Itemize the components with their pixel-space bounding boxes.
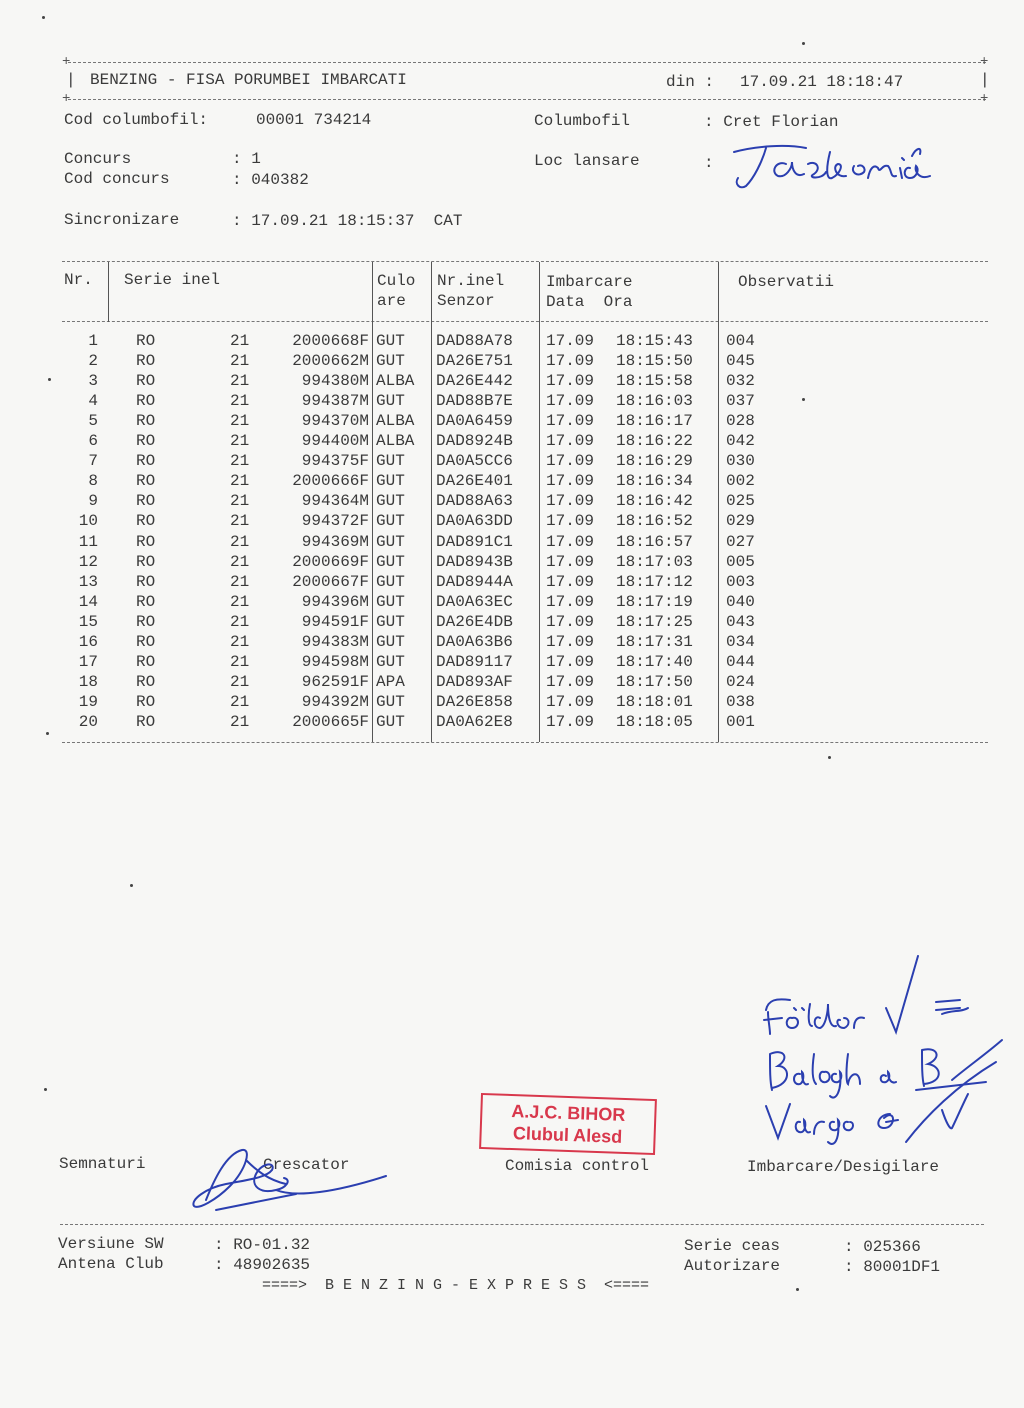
- table-row: [0, 532, 1024, 552]
- cell-senzor: DAD88A63: [436, 492, 513, 511]
- cell-data: 17.09: [546, 432, 595, 451]
- cell-an: 21: [230, 672, 250, 691]
- cell-data: 17.09: [546, 452, 595, 471]
- table-row: [0, 391, 1024, 411]
- cell-obs: 003: [726, 572, 755, 591]
- table-header-rule: [62, 321, 988, 322]
- cell-inel: 994400M: [301, 432, 369, 451]
- table-row: [0, 672, 1024, 692]
- cell-obs: 032: [726, 372, 755, 391]
- scan-speck: [46, 732, 49, 735]
- cell-data: 17.09: [546, 672, 595, 691]
- cell-inel: 994364M: [301, 492, 369, 511]
- cell-data: 17.09: [546, 472, 595, 491]
- cell-senzor: DA0A62E8: [436, 712, 513, 731]
- th-nrinel-1: Nr.inel: [437, 272, 505, 290]
- table-top-rule: [62, 261, 988, 262]
- cell-tara: RO: [136, 412, 156, 431]
- antena-label: Antena Club: [58, 1255, 164, 1273]
- cell-tara: RO: [136, 692, 156, 711]
- columbofil-value: : Cret Florian: [704, 113, 839, 131]
- cell-tara: RO: [136, 332, 156, 350]
- crescator-label: Crescator: [263, 1156, 350, 1174]
- cell-tara: RO: [136, 592, 156, 611]
- cell-inel: 2000667F: [292, 572, 369, 591]
- cell-senzor: DA26E858: [436, 692, 513, 711]
- autorizare-value: : 80001DF1: [844, 1258, 941, 1276]
- cell-data: 17.09: [546, 692, 595, 711]
- table-row: [0, 592, 1024, 612]
- table-row: [0, 331, 1024, 351]
- cell-tara: RO: [136, 572, 156, 591]
- cell-tara: RO: [136, 352, 156, 371]
- sincronizare-label: Sincronizare: [64, 211, 180, 229]
- columbofil-label: Columbofil: [534, 112, 631, 130]
- cell-nr: 7: [88, 452, 98, 471]
- comisia-control-label: Comisia control: [505, 1157, 650, 1175]
- cell-ora: 18:17:50: [616, 672, 693, 691]
- table-row: [0, 572, 1024, 592]
- cell-obs: 028: [726, 412, 755, 431]
- cell-nr: 14: [78, 592, 98, 611]
- header-title: BENZING - FISA PORUMBEI IMBARCATI: [90, 71, 407, 89]
- cell-tara: RO: [136, 512, 156, 531]
- cod-concurs-value: : 040382: [232, 171, 309, 189]
- scan-speck: [802, 398, 805, 401]
- cod-concurs-label: Cod concurs: [64, 170, 170, 188]
- cell-senzor: DA26E4DB: [436, 612, 513, 631]
- cell-culoare: GUT: [376, 592, 405, 611]
- table-row: [0, 692, 1024, 712]
- cell-data: 17.09: [546, 592, 595, 611]
- header-corner: +: [980, 91, 989, 107]
- concurs-label: Concurs: [64, 150, 132, 168]
- table-bottom-rule: [62, 742, 988, 743]
- cell-an: 21: [230, 412, 250, 431]
- cell-obs: 001: [726, 712, 755, 731]
- cod-columbofil-value: 00001 734214: [256, 111, 372, 129]
- header-corner: +: [62, 91, 71, 107]
- cell-an: 21: [230, 712, 250, 731]
- cell-culoare: GUT: [376, 492, 405, 511]
- header-corner: +: [980, 54, 989, 70]
- cell-ora: 18:15:43: [616, 332, 693, 350]
- antena-value: : 48902635: [214, 1256, 311, 1274]
- cell-obs: 043: [726, 612, 755, 631]
- table-row: [0, 471, 1024, 491]
- cell-culoare: GUT: [376, 552, 405, 571]
- cell-data: 17.09: [546, 332, 595, 350]
- cell-obs: 027: [726, 532, 755, 551]
- table-row: [0, 552, 1024, 572]
- th-serie-inel: Serie inel: [124, 271, 221, 289]
- cell-culoare: GUT: [376, 692, 405, 711]
- cell-culoare: GUT: [376, 352, 405, 371]
- cell-nr: 4: [88, 392, 98, 411]
- cell-inel: 994372F: [301, 512, 369, 531]
- cell-ora: 18:15:58: [616, 372, 693, 391]
- cell-senzor: DA0A63B6: [436, 632, 513, 651]
- cell-data: 17.09: [546, 532, 595, 551]
- cell-obs: 040: [726, 592, 755, 611]
- cell-inel: 2000662M: [292, 352, 369, 371]
- loc-lansare-sep: :: [704, 154, 714, 172]
- cell-nr: 1: [88, 332, 98, 350]
- th-imbarcare-2: Data Ora: [546, 293, 633, 311]
- cell-obs: 004: [726, 332, 755, 350]
- cell-obs: 042: [726, 432, 755, 451]
- table-row: [0, 451, 1024, 471]
- serie-ceas-value: : 025366: [844, 1238, 921, 1256]
- cell-data: 17.09: [546, 652, 595, 671]
- cell-an: 21: [230, 372, 250, 391]
- cell-nr: 13: [78, 572, 98, 591]
- scan-speck: [828, 756, 831, 759]
- scan-speck: [796, 1288, 799, 1291]
- cell-nr: 5: [88, 412, 98, 431]
- cell-tara: RO: [136, 492, 156, 511]
- cell-culoare: APA: [376, 672, 405, 691]
- cell-senzor: DA26E751: [436, 352, 513, 371]
- cell-culoare: GUT: [376, 572, 405, 591]
- cell-ora: 18:17:12: [616, 572, 693, 591]
- header-bottom-rule: [68, 99, 986, 100]
- cell-an: 21: [230, 332, 250, 350]
- cell-tara: RO: [136, 452, 156, 471]
- club-stamp: [479, 1093, 657, 1155]
- cell-ora: 18:16:03: [616, 392, 693, 411]
- cell-inel: 2000668F: [292, 332, 369, 350]
- header-top-rule: [68, 62, 986, 63]
- table-row: [0, 431, 1024, 451]
- table-row: [0, 652, 1024, 672]
- th-observatii: Observatii: [738, 273, 835, 291]
- header-bar-left: |: [66, 71, 76, 89]
- cell-nr: 10: [78, 512, 98, 531]
- cell-senzor: DA26E442: [436, 372, 513, 391]
- table-row: [0, 491, 1024, 511]
- cell-culoare: ALBA: [376, 412, 415, 431]
- cell-obs: 030: [726, 452, 755, 471]
- cell-culoare: GUT: [376, 452, 405, 471]
- cell-nr: 6: [88, 432, 98, 451]
- th-nr: Nr.: [64, 271, 93, 289]
- cell-senzor: DA0A63DD: [436, 512, 513, 531]
- header-corner: +: [62, 54, 71, 70]
- cell-senzor: DAD88A78: [436, 332, 513, 350]
- cell-an: 21: [230, 632, 250, 651]
- scan-speck: [48, 378, 51, 381]
- cell-senzor: DAD89117: [436, 652, 513, 671]
- cell-culoare: ALBA: [376, 372, 415, 391]
- versiune-value: : RO-01.32: [214, 1236, 311, 1254]
- versiune-label: Versiune SW: [58, 1235, 164, 1253]
- cell-an: 21: [230, 532, 250, 551]
- cell-culoare: GUT: [376, 392, 405, 411]
- cell-tara: RO: [136, 472, 156, 491]
- cell-an: 21: [230, 512, 250, 531]
- th-culoare-2: are: [377, 292, 406, 310]
- scan-speck: [130, 884, 133, 887]
- cell-tara: RO: [136, 632, 156, 651]
- cell-culoare: GUT: [376, 472, 405, 491]
- crescator-signature: [186, 1140, 396, 1220]
- cell-nr: 8: [88, 472, 98, 491]
- th-culoare-1: Culo: [377, 272, 416, 290]
- header-din-label: din :: [666, 73, 715, 91]
- header-bar-right: |: [980, 71, 990, 89]
- cell-inel: 994387M: [301, 392, 369, 411]
- cell-ora: 18:18:05: [616, 712, 693, 731]
- cell-an: 21: [230, 652, 250, 671]
- cell-senzor: DAD8944A: [436, 572, 513, 591]
- cell-ora: 18:16:17: [616, 412, 693, 431]
- cell-data: 17.09: [546, 392, 595, 411]
- cell-inel: 2000665F: [292, 712, 369, 731]
- cell-ora: 18:18:01: [616, 692, 693, 711]
- cell-obs: 005: [726, 552, 755, 571]
- cell-ora: 18:16:42: [616, 492, 693, 511]
- cell-data: 17.09: [546, 492, 595, 511]
- cell-ora: 18:17:03: [616, 552, 693, 571]
- col-sep: [108, 262, 109, 322]
- cell-culoare: GUT: [376, 332, 405, 350]
- cell-ora: 18:17:31: [616, 632, 693, 651]
- cell-ora: 18:15:50: [616, 352, 693, 371]
- table-row: [0, 612, 1024, 632]
- cell-an: 21: [230, 352, 250, 371]
- cell-inel: 994369M: [301, 532, 369, 551]
- cell-obs: 029: [726, 512, 755, 531]
- cell-data: 17.09: [546, 612, 595, 631]
- cell-ora: 18:16:34: [616, 472, 693, 491]
- cell-nr: 20: [78, 712, 98, 731]
- cell-ora: 18:17:19: [616, 592, 693, 611]
- concurs-value: : 1: [232, 150, 261, 168]
- cell-an: 21: [230, 552, 250, 571]
- cell-tara: RO: [136, 612, 156, 631]
- footer-rule: [60, 1224, 984, 1225]
- cell-tara: RO: [136, 432, 156, 451]
- cell-data: 17.09: [546, 712, 595, 731]
- autorizare-label: Autorizare: [684, 1257, 781, 1275]
- benzing-express-banner: ====> B E N Z I N G - E X P R E S S <====: [262, 1277, 650, 1294]
- scan-speck: [42, 16, 45, 19]
- cell-ora: 18:16:57: [616, 532, 693, 551]
- cell-culoare: ALBA: [376, 432, 415, 451]
- cell-data: 17.09: [546, 412, 595, 431]
- cell-data: 17.09: [546, 512, 595, 531]
- cell-culoare: GUT: [376, 532, 405, 551]
- cell-obs: 045: [726, 352, 755, 371]
- cell-tara: RO: [136, 552, 156, 571]
- cell-inel: 994598M: [301, 652, 369, 671]
- cell-an: 21: [230, 452, 250, 471]
- cell-obs: 037: [726, 392, 755, 411]
- cell-nr: 19: [78, 692, 98, 711]
- cell-inel: 994392M: [301, 692, 369, 711]
- cell-an: 21: [230, 612, 250, 631]
- table-row: [0, 712, 1024, 732]
- cell-inel: 994370M: [301, 412, 369, 431]
- cell-nr: 18: [78, 672, 98, 691]
- table-row: [0, 632, 1024, 652]
- sincronizare-value: : 17.09.21 18:15:37 CAT: [232, 212, 463, 230]
- cell-tara: RO: [136, 532, 156, 551]
- cell-inel: 994380M: [301, 372, 369, 391]
- cell-an: 21: [230, 492, 250, 511]
- cell-tara: RO: [136, 652, 156, 671]
- cell-nr: 17: [78, 652, 98, 671]
- cell-culoare: GUT: [376, 712, 405, 731]
- cell-inel: 994591F: [301, 612, 369, 631]
- cell-data: 17.09: [546, 552, 595, 571]
- cell-nr: 9: [88, 492, 98, 511]
- cell-senzor: DAD891C1: [436, 532, 513, 551]
- table-row: [0, 351, 1024, 371]
- cell-obs: 024: [726, 672, 755, 691]
- cell-culoare: GUT: [376, 652, 405, 671]
- stamp-line-1: A.J.C. BIHOR: [511, 1101, 626, 1125]
- cell-inel: 994375F: [301, 452, 369, 471]
- stamp-line-2: Clubul Alesd: [512, 1123, 623, 1147]
- th-imbarcare-1: Imbarcare: [546, 273, 633, 291]
- cell-an: 21: [230, 472, 250, 491]
- cell-ora: 18:16:29: [616, 452, 693, 471]
- cell-senzor: DA0A63EC: [436, 592, 513, 611]
- cell-data: 17.09: [546, 352, 595, 371]
- cell-obs: 038: [726, 692, 755, 711]
- cell-an: 21: [230, 392, 250, 411]
- cell-nr: 11: [78, 532, 98, 551]
- scan-speck: [44, 1088, 47, 1091]
- cell-an: 21: [230, 692, 250, 711]
- cell-nr: 3: [88, 372, 98, 391]
- cell-an: 21: [230, 592, 250, 611]
- cell-nr: 12: [78, 552, 98, 571]
- cell-senzor: DAD8943B: [436, 552, 513, 571]
- cell-ora: 18:16:22: [616, 432, 693, 451]
- cell-inel: 994396M: [301, 592, 369, 611]
- table-row: [0, 371, 1024, 391]
- cell-tara: RO: [136, 712, 156, 731]
- cell-ora: 18:17:40: [616, 652, 693, 671]
- cell-senzor: DA26E401: [436, 472, 513, 491]
- cell-senzor: DA0A5CC6: [436, 452, 513, 471]
- cell-data: 17.09: [546, 572, 595, 591]
- cell-senzor: DAD893AF: [436, 672, 513, 691]
- cell-obs: 044: [726, 652, 755, 671]
- cell-nr: 2: [88, 352, 98, 371]
- cell-tara: RO: [136, 392, 156, 411]
- cell-ora: 18:17:25: [616, 612, 693, 631]
- cell-nr: 16: [78, 632, 98, 651]
- scan-speck: [802, 42, 805, 45]
- cell-data: 17.09: [546, 632, 595, 651]
- cell-an: 21: [230, 432, 250, 451]
- cell-obs: 034: [726, 632, 755, 651]
- cell-culoare: GUT: [376, 512, 405, 531]
- cell-senzor: DA0A6459: [436, 412, 513, 431]
- imbarcare-desigilare-label: Imbarcare/Desigilare: [747, 1158, 940, 1176]
- table-row: [0, 511, 1024, 531]
- cell-tara: RO: [136, 672, 156, 691]
- cell-data: 17.09: [546, 372, 595, 391]
- table-row: [0, 411, 1024, 431]
- serie-ceas-label: Serie ceas: [684, 1237, 781, 1255]
- header-datetime: 17.09.21 18:18:47: [740, 73, 904, 91]
- cell-inel: 994383M: [301, 632, 369, 651]
- handwritten-signatures-right: [756, 950, 1006, 1150]
- cell-senzor: DAD88B7E: [436, 392, 513, 411]
- loc-lansare-label: Loc lansare: [534, 152, 640, 170]
- th-nrinel-2: Senzor: [437, 292, 495, 310]
- cod-columbofil-label: Cod columbofil:: [64, 111, 209, 129]
- cell-inel: 2000669F: [292, 552, 369, 571]
- cell-nr: 15: [78, 612, 98, 631]
- cell-ora: 18:16:52: [616, 512, 693, 531]
- cell-inel: 962591F: [301, 672, 369, 691]
- cell-an: 21: [230, 572, 250, 591]
- cell-obs: 025: [726, 492, 755, 511]
- cell-culoare: GUT: [376, 632, 405, 651]
- cell-culoare: GUT: [376, 612, 405, 631]
- cell-inel: 2000666F: [292, 472, 369, 491]
- loc-lansare-handwriting: [726, 138, 946, 196]
- cell-tara: RO: [136, 372, 156, 391]
- semnaturi-label: Semnaturi: [59, 1155, 146, 1173]
- cell-obs: 002: [726, 472, 755, 491]
- cell-senzor: DAD8924B: [436, 432, 513, 451]
